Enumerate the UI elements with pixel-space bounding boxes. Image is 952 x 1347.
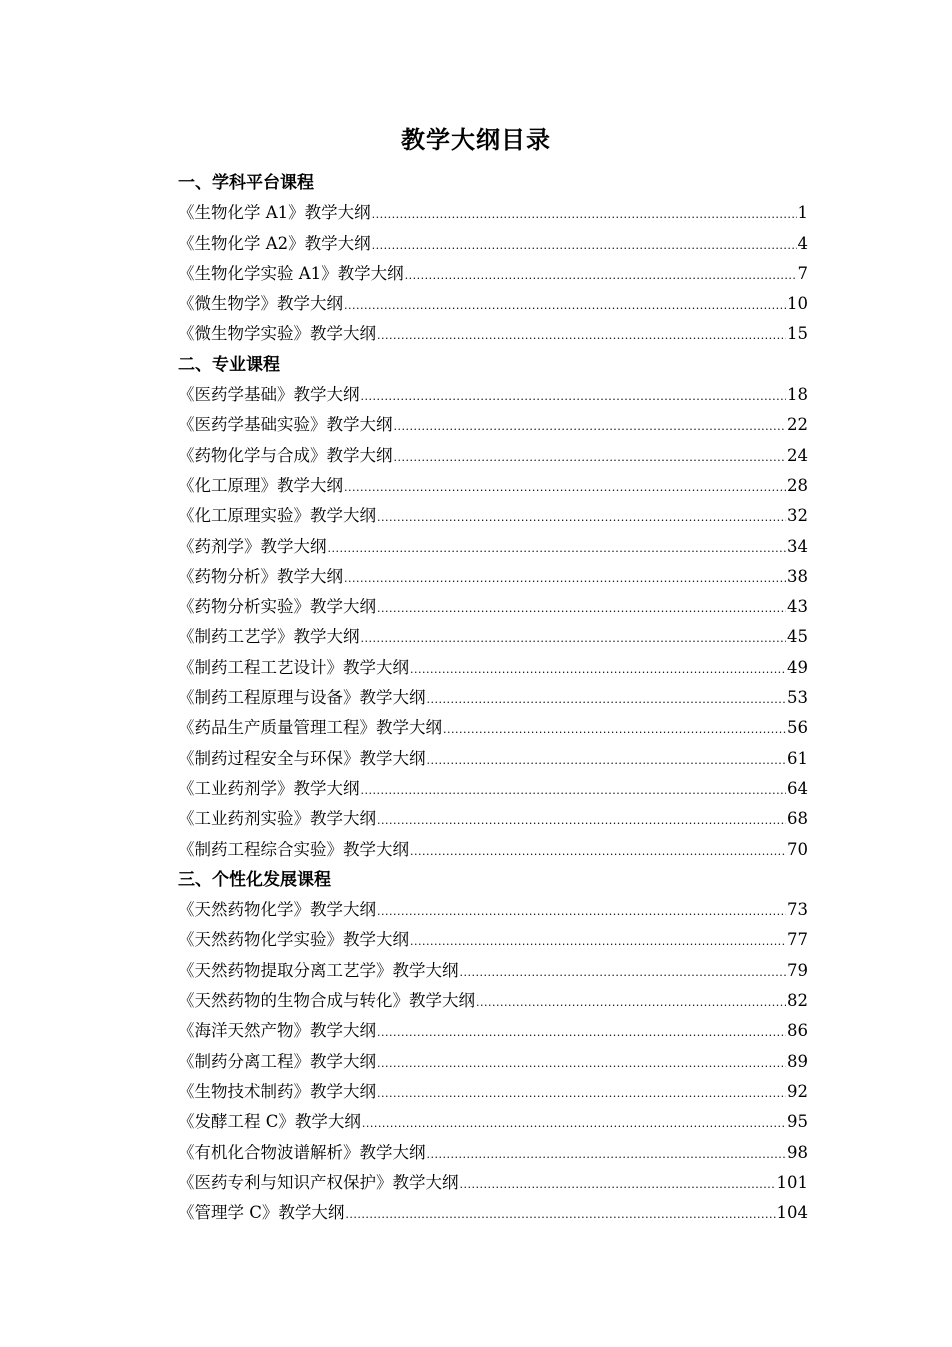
dot-leader [427, 1140, 787, 1170]
toc-entry-title: 《生物化学 A1》教学大纲 [178, 203, 371, 223]
toc-entry-page-number: 24 [787, 445, 808, 465]
section-heading: 三、个性化发展课程 [178, 869, 331, 890]
dot-leader [377, 1018, 786, 1048]
section-heading: 一、学科平台课程 [178, 173, 314, 193]
toc-entry-page-number: 104 [776, 1203, 808, 1223]
dot-leader [377, 321, 786, 351]
toc-entry-title: 《化工原理》教学大纲 [178, 475, 343, 495]
dot-leader [377, 806, 786, 836]
dot-leader [394, 412, 787, 442]
toc-entry[interactable] [178, 1016, 808, 1046]
toc-entry-page-number: 10 [787, 294, 808, 314]
toc-entry-page-number: 79 [787, 960, 808, 980]
toc-entry-page-number: 22 [787, 415, 808, 435]
dot-leader [372, 231, 797, 261]
toc-entry-title: 《发酵工程 C》教学大纲 [178, 1112, 361, 1132]
toc-entry-title: 《药物化学与合成》教学大纲 [178, 445, 393, 465]
toc-entry-page-number: 38 [787, 566, 808, 586]
toc-entry-page-number: 4 [797, 233, 808, 253]
toc-entry-title: 《化工原理实验》教学大纲 [178, 506, 376, 526]
dot-leader [427, 746, 787, 776]
toc-entry-page-number: 86 [787, 1021, 808, 1041]
dot-leader [377, 503, 786, 533]
toc-entry[interactable] [178, 471, 808, 501]
toc-entry-page-number: 92 [787, 1081, 808, 1101]
toc-entry[interactable] [178, 259, 808, 289]
toc-entry-title: 《微生物学》教学大纲 [178, 294, 343, 314]
toc-entry[interactable] [178, 744, 808, 774]
dot-leader [460, 958, 787, 988]
toc-entry-title: 《医药专利与知识产权保护》教学大纲 [178, 1172, 459, 1192]
toc-entry-page-number: 61 [787, 748, 808, 768]
toc-entry-page-number: 68 [787, 809, 808, 829]
dot-leader [344, 291, 786, 321]
toc-entry-page-number: 56 [787, 718, 808, 738]
toc-entry-page-number: 82 [787, 991, 808, 1011]
dot-leader [410, 927, 786, 957]
toc-entry[interactable] [178, 683, 808, 713]
toc-entry[interactable] [178, 1047, 808, 1077]
toc-entry-page-number: 77 [787, 930, 808, 950]
toc-entry-title: 《药品生产质量管理工程》教学大纲 [178, 718, 442, 738]
toc-entry-page-number: 95 [787, 1112, 808, 1132]
toc-entry-page-number: 43 [787, 597, 808, 617]
toc-entry-title: 《制药分离工程》教学大纲 [178, 1051, 376, 1071]
toc-entry-page-number: 28 [787, 475, 808, 495]
toc-entry-title: 《药物分析》教学大纲 [178, 566, 343, 586]
dot-leader [443, 715, 786, 745]
toc-entry[interactable] [178, 410, 808, 440]
toc-entry-title: 《海洋天然产物》教学大纲 [178, 1021, 376, 1041]
toc-entry[interactable] [178, 441, 808, 471]
toc-entry[interactable] [178, 1168, 808, 1198]
toc-entry-title: 《制药工程工艺设计》教学大纲 [178, 657, 409, 677]
toc-entry[interactable] [178, 925, 808, 955]
toc-entry-title: 《药物分析实验》教学大纲 [178, 597, 376, 617]
toc-entry-title: 《生物化学 A2》教学大纲 [178, 233, 371, 253]
toc-entry[interactable] [178, 895, 808, 925]
dot-leader [361, 382, 787, 412]
toc-entry-title: 《医药学基础》教学大纲 [178, 385, 360, 405]
toc-entry-title: 《天然药物化学》教学大纲 [178, 900, 376, 920]
toc-entry-page-number: 7 [797, 263, 808, 283]
toc-entry-page-number: 34 [787, 536, 808, 556]
dot-leader [361, 776, 787, 806]
dot-leader [344, 473, 786, 503]
toc-entry-title: 《工业药剂实验》教学大纲 [178, 809, 376, 829]
toc-entry[interactable] [178, 622, 808, 652]
toc-entry[interactable] [178, 562, 808, 592]
dot-leader [377, 1049, 786, 1079]
toc-entry[interactable] [178, 1198, 808, 1228]
toc-entry-title: 《生物技术制药》教学大纲 [178, 1081, 376, 1101]
toc-entry[interactable] [178, 956, 808, 986]
toc-entry[interactable] [178, 835, 808, 865]
toc-entry[interactable] [178, 1107, 808, 1137]
dot-leader [377, 1079, 786, 1109]
toc-entry-title: 《天然药物化学实验》教学大纲 [178, 930, 409, 950]
dot-leader [345, 1200, 775, 1230]
dot-leader [410, 837, 786, 867]
toc-entry[interactable] [178, 198, 808, 228]
toc-entry[interactable] [178, 319, 808, 349]
toc-entry-title: 《制药过程安全与环保》教学大纲 [178, 748, 426, 768]
toc-entry-page-number: 18 [787, 385, 808, 405]
toc-entry-title: 《天然药物提取分离工艺学》教学大纲 [178, 960, 459, 980]
toc-entry-title: 《制药工程原理与设备》教学大纲 [178, 688, 426, 708]
toc-entry-page-number: 89 [787, 1051, 808, 1071]
toc-entry-title: 《有机化合物波谱解析》教学大纲 [178, 1142, 426, 1162]
dot-leader [372, 200, 797, 230]
dot-leader [394, 443, 787, 473]
toc-entry-page-number: 101 [776, 1172, 808, 1192]
dot-leader [344, 564, 786, 594]
dot-leader [377, 897, 786, 927]
toc-entry[interactable] [178, 653, 808, 683]
toc-entry[interactable] [178, 986, 808, 1016]
dot-leader [476, 988, 786, 1018]
toc-entry[interactable] [178, 1138, 808, 1168]
toc-entry[interactable] [178, 380, 808, 410]
dot-leader [377, 594, 786, 624]
toc-entry-page-number: 1 [797, 203, 808, 223]
dot-leader [460, 1170, 776, 1200]
dot-leader [328, 534, 787, 564]
toc-entry-title: 《制药工艺学》教学大纲 [178, 627, 360, 647]
toc-entry[interactable] [178, 229, 808, 259]
toc-entry-page-number: 49 [787, 657, 808, 677]
toc-entry[interactable] [178, 532, 808, 562]
toc-entry[interactable] [178, 774, 808, 804]
toc-entry-page-number: 64 [787, 778, 808, 798]
section-heading: 二、专业课程 [178, 354, 280, 375]
toc-entry[interactable] [178, 804, 808, 834]
toc-entry-page-number: 73 [787, 900, 808, 920]
dot-leader [410, 655, 786, 685]
dot-leader [405, 261, 797, 291]
toc-entry-page-number: 45 [787, 627, 808, 647]
table-of-contents [178, 168, 808, 1228]
toc-entry-title: 《微生物学实验》教学大纲 [178, 324, 376, 344]
toc-entry-page-number: 32 [787, 506, 808, 526]
toc-entry-title: 《制药工程综合实验》教学大纲 [178, 839, 409, 859]
toc-entry-page-number: 53 [787, 688, 808, 708]
dot-leader [361, 624, 787, 654]
toc-entry[interactable] [178, 501, 808, 531]
page-title: 教学大纲目录 [401, 125, 551, 154]
toc-entry-page-number: 15 [787, 324, 808, 344]
toc-entry-title: 《生物化学实验 A1》教学大纲 [178, 263, 404, 283]
toc-entry-title: 《医药学基础实验》教学大纲 [178, 415, 393, 435]
toc-entry-title: 《药剂学》教学大纲 [178, 536, 327, 556]
toc-entry[interactable] [178, 1077, 808, 1107]
dot-leader [362, 1109, 786, 1139]
dot-leader [427, 685, 787, 715]
toc-entry[interactable] [178, 289, 808, 319]
toc-entry-page-number: 70 [787, 839, 808, 859]
toc-entry-title: 《工业药剂学》教学大纲 [178, 778, 360, 798]
toc-entry[interactable] [178, 713, 808, 743]
toc-entry[interactable] [178, 592, 808, 622]
toc-entry-page-number: 98 [787, 1142, 808, 1162]
toc-entry-title: 《天然药物的生物合成与转化》教学大纲 [178, 991, 475, 1011]
toc-entry-title: 《管理学 C》教学大纲 [178, 1203, 345, 1223]
